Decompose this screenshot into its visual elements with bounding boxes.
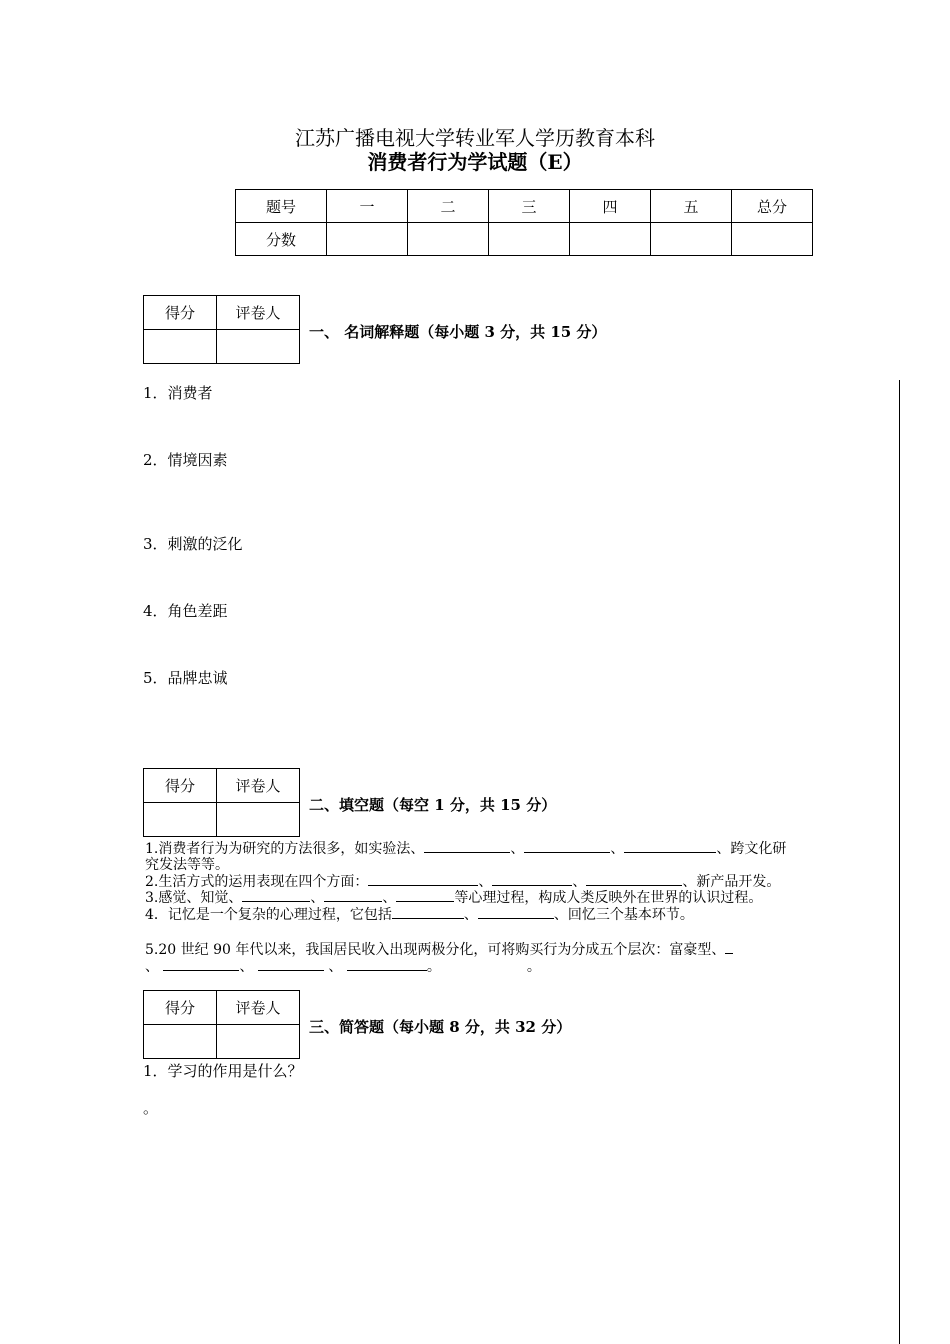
section3-heading: 三、简答题（每小题 8 分，共 32 分） — [309, 1018, 572, 1036]
term-question: 2．情境因素 — [143, 451, 228, 469]
answer-blank — [368, 873, 478, 886]
question-text: 、 — [610, 841, 625, 857]
term-question: 1．消费者 — [143, 384, 213, 402]
grader-box-section1 — [143, 295, 300, 364]
answer-blank — [524, 840, 610, 853]
score-table-cell: 分数 — [236, 223, 327, 256]
short-answer-question: 1．学习的作用是什么？ — [143, 1062, 303, 1080]
fill-question-4 — [145, 906, 815, 923]
answer-blank — [624, 840, 716, 853]
grader-score-label: 得分 — [144, 296, 217, 330]
question-text: 、跨文化研 — [716, 841, 787, 857]
score-table-cell: 题号 — [236, 190, 327, 223]
question-text: 、 — [239, 959, 254, 975]
grader-name-cell — [217, 1025, 300, 1059]
fill-question-2 — [145, 873, 845, 890]
question-text: 、 — [572, 874, 587, 890]
exam-title: 消费者行为学试题（E） — [367, 150, 583, 174]
section1-heading: 一、 名词解释题（每小题 3 分，共 15 分） — [309, 323, 607, 341]
term-question: 3．刺激的泛化 — [143, 535, 243, 553]
question-text: 、 — [382, 890, 397, 906]
answer-blank — [242, 889, 310, 902]
question-text: 5.20 世纪 90 年代以来，我国居民收入出现两极分化，可将购买行为分成五个层次：富豪型、 — [145, 942, 726, 958]
question-text: 究发法等等。 — [145, 857, 229, 873]
score-entry-cell — [408, 223, 489, 256]
grader-score-label: 得分 — [144, 991, 217, 1025]
score-entry-cell — [732, 223, 813, 256]
question-text: 、回忆三个基本环节。 — [553, 907, 694, 923]
question-text: 1.消费者行为为研究的方法很多，如实验法、 — [145, 841, 425, 857]
score-table-score-row — [236, 223, 813, 256]
fill-question-3 — [145, 889, 845, 906]
grader-name-label: 评卷人 — [217, 296, 300, 330]
fill-question-1 — [145, 840, 815, 873]
question-text: 、 — [463, 907, 478, 923]
grader-name-label: 评卷人 — [217, 769, 300, 803]
question-text: 。 — [426, 959, 441, 975]
grader-name-label: 评卷人 — [217, 991, 300, 1025]
grader-name-cell — [217, 330, 300, 364]
answer-blank — [478, 906, 554, 919]
grader-name-cell — [217, 803, 300, 837]
grader-box-section3 — [143, 990, 300, 1059]
grader-score-cell — [144, 803, 217, 837]
answer-blank — [424, 840, 510, 853]
score-table-cell: 二 — [408, 190, 489, 223]
question-text: 。 — [526, 959, 541, 975]
answer-blank — [392, 906, 464, 919]
trailing-mark: 。 — [143, 1099, 159, 1117]
answer-blank — [163, 958, 239, 971]
question-text: 等心理过程，构成人类反映外在世界的认识过程。 — [454, 890, 763, 906]
question-text: 、 — [478, 874, 493, 890]
question-text: 、 — [510, 841, 525, 857]
grader-box-section2 — [143, 768, 300, 837]
section2-heading: 二、填空题（每空 1 分，共 15 分） — [309, 796, 557, 814]
score-entry-cell — [651, 223, 732, 256]
score-summary-table — [235, 189, 813, 256]
question-text: 2.生活方式的运用表现在四个方面： — [145, 874, 369, 890]
answer-blank — [347, 958, 427, 971]
question-text: 、新产品开发。 — [682, 874, 781, 890]
answer-blank — [396, 889, 454, 902]
question-text: 、 — [145, 959, 159, 975]
answer-blank — [586, 873, 682, 886]
score-entry-cell — [489, 223, 570, 256]
score-table-cell: 一 — [327, 190, 408, 223]
question-text: 、 — [310, 890, 325, 906]
term-question: 4．角色差距 — [143, 602, 228, 620]
answer-blank — [258, 958, 324, 971]
score-table-cell: 总分 — [732, 190, 813, 223]
score-table-cell: 五 — [651, 190, 732, 223]
grader-score-cell — [144, 330, 217, 364]
question-text: 、 — [328, 959, 343, 975]
answer-blank — [725, 941, 733, 954]
university-title: 江苏广播电视大学转业军人学历教育本科 — [295, 126, 655, 150]
score-entry-cell — [327, 223, 408, 256]
fill-question-5 — [145, 941, 815, 975]
answer-blank — [324, 889, 382, 902]
score-entry-cell — [570, 223, 651, 256]
score-table-header-row — [236, 190, 813, 223]
question-text: 3.感觉、知觉、 — [145, 890, 243, 906]
answer-blank — [492, 873, 572, 886]
score-table-cell: 四 — [570, 190, 651, 223]
score-table-cell: 三 — [489, 190, 570, 223]
grader-score-cell — [144, 1025, 217, 1059]
term-question: 5．品牌忠诚 — [143, 669, 228, 687]
question-text: 4．记忆是一个复杂的心理过程，它包括 — [145, 907, 392, 923]
binding-line — [899, 380, 900, 1344]
grader-score-label: 得分 — [144, 769, 217, 803]
